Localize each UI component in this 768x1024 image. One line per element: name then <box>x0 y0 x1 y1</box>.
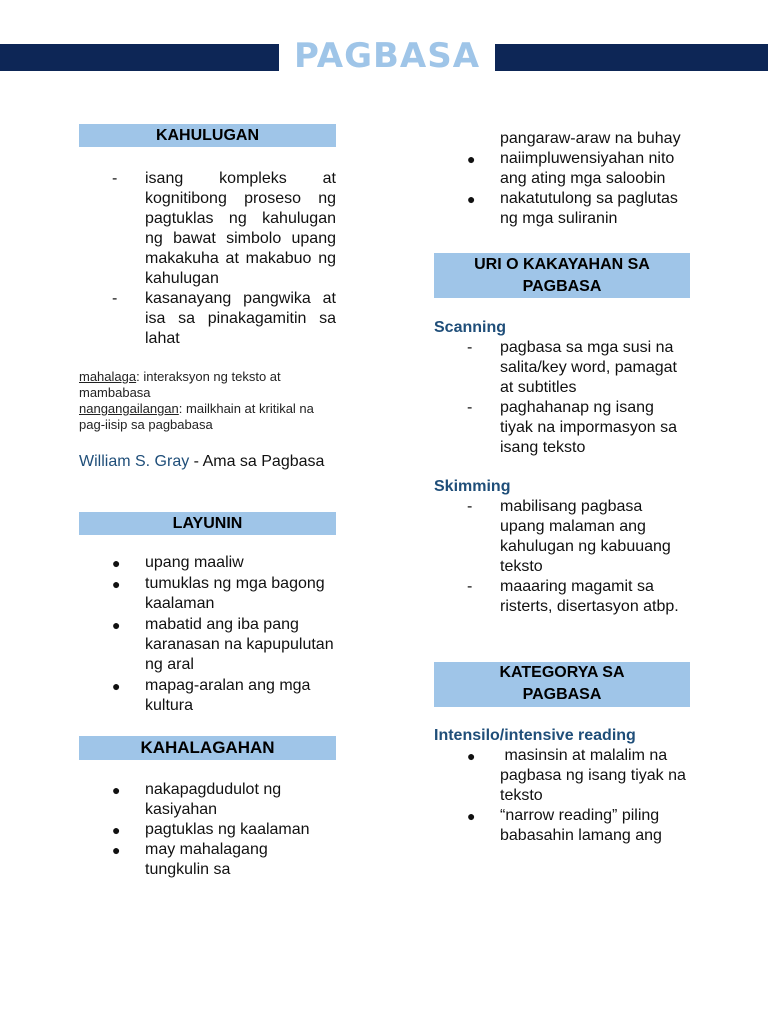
continuation-list <box>434 129 690 229</box>
list-item <box>434 806 690 846</box>
list-item-text: mabilisang pagbasa upang malaman ang kahulugan ng kabuuang teksto <box>500 498 671 575</box>
dash-marker: - <box>467 578 473 595</box>
heading-kahulugan: KAHULUGAN <box>79 124 336 147</box>
list-item <box>434 577 690 617</box>
list-item-text: pagbasa sa mga susi na salita/key word, pamagat at subtitles <box>500 339 677 396</box>
list-item-text: naiimpluwensiyahan nito ang ating mga saloobin <box>500 150 675 187</box>
bullet-marker: ● <box>467 808 476 824</box>
note-label: mahalaga <box>79 369 137 384</box>
skimming-list <box>434 497 690 617</box>
bullet-marker: ● <box>467 748 476 764</box>
bullet-marker: ● <box>467 191 476 207</box>
header-bar-right <box>495 44 768 71</box>
list-item <box>434 338 690 398</box>
list-item <box>79 169 336 289</box>
kahulugan-list <box>79 169 336 349</box>
list-item <box>79 289 336 349</box>
list-item <box>434 497 690 577</box>
list-item-text: isang kompleks at kognitibong proseso ng pagtuklas ng kahulugan ng bawat simbolo upang makakuha at makabuo ng kahulugan <box>145 170 336 287</box>
bullet-marker: ● <box>112 555 121 571</box>
dash-marker: - <box>467 339 473 356</box>
bullet-marker: ● <box>112 576 121 592</box>
author-title: - Ama sa Pagbasa <box>189 453 325 470</box>
note-text: : interaksyon ng teksto at mambabasa <box>79 369 281 400</box>
list-item <box>434 189 690 229</box>
heading-kahalagahan: KAHALAGAHAN <box>79 736 336 760</box>
author-line <box>79 452 336 472</box>
bullet-marker: ● <box>112 822 121 838</box>
list-item <box>79 820 336 840</box>
list-item-text: maaaring magamit sa risterts, disertasyon atbp. <box>500 578 679 615</box>
bullet-marker: ● <box>112 617 121 633</box>
list-item-text: may mahalagang tungkulin sa <box>145 841 268 878</box>
subheading-intensive: Intensilo/intensive reading <box>434 727 636 744</box>
list-item-text: paghahanap ng isang tiyak na impormasyon sa isang teksto <box>500 399 677 456</box>
list-item <box>79 615 336 675</box>
list-item <box>434 149 690 189</box>
list-item <box>434 746 690 806</box>
list-item <box>434 398 690 458</box>
heading-kategorya-text: KATEGORYA SA PAGBASA <box>499 664 625 703</box>
list-item <box>79 676 336 716</box>
bullet-marker: ● <box>112 782 121 798</box>
layunin-list <box>79 553 336 716</box>
kahalagahan-list <box>79 780 336 880</box>
list-item-text: pagtuklas ng kaalaman <box>145 821 310 838</box>
list-item-text: nakapagdudulot ng kasiyahan <box>145 781 282 818</box>
left-column <box>79 124 336 880</box>
header-bar-left <box>0 44 279 71</box>
list-item-text: tumuklas ng mga bagong kaalaman <box>145 575 325 612</box>
dash-marker: - <box>467 498 473 515</box>
note-mahalaga <box>79 369 336 401</box>
list-item <box>79 574 336 614</box>
intensive-list <box>434 746 690 846</box>
list-item-text: masinsin at malalim na pagbasa ng isang tiyak na teksto <box>500 747 691 804</box>
heading-uri-text: URI O KAKAYAHAN SA PAGBASA <box>474 256 650 295</box>
list-item-text: kasanayang pangwika at isa sa pinakagamitin sa lahat <box>145 290 336 347</box>
author-name: William S. Gray <box>79 453 190 470</box>
bullet-marker: ● <box>467 151 476 167</box>
list-item-text: “narrow reading” piling babasahin lamang ang <box>500 807 662 844</box>
note-text: : mailkhain at kritikal na pag-iisip sa pagbabasa <box>79 401 314 432</box>
heading-uri <box>434 253 690 298</box>
list-item-text: nakatutulong sa paglutas ng mga suliranin <box>500 190 678 227</box>
dash-marker: - <box>112 290 118 307</box>
list-item-text: upang maaliw <box>145 554 244 571</box>
dash-marker: - <box>112 170 118 187</box>
list-item-text: pangaraw-araw na buhay <box>500 130 681 147</box>
bullet-marker: ● <box>112 678 121 694</box>
heading-layunin: LAYUNIN <box>79 512 336 535</box>
right-column <box>434 129 690 846</box>
list-item-text: mapag-aralan ang mga kultura <box>145 677 311 714</box>
subheading-scanning: Scanning <box>434 319 507 336</box>
note-nangangailangan <box>79 401 336 433</box>
heading-kategorya <box>434 662 690 707</box>
scanning-list <box>434 338 690 458</box>
dash-marker: - <box>467 399 473 416</box>
page-title: PAGBASA <box>293 36 481 76</box>
list-item <box>79 840 336 880</box>
list-item-text: mabatid ang iba pang karanasan na kapupulutan ng aral <box>145 616 334 673</box>
list-item <box>79 780 336 820</box>
bullet-marker: ● <box>112 842 121 858</box>
subheading-skimming: Skimming <box>434 478 511 495</box>
list-item <box>79 553 336 573</box>
note-label: nangangailangan <box>79 401 179 416</box>
list-item-continuation <box>434 129 690 149</box>
